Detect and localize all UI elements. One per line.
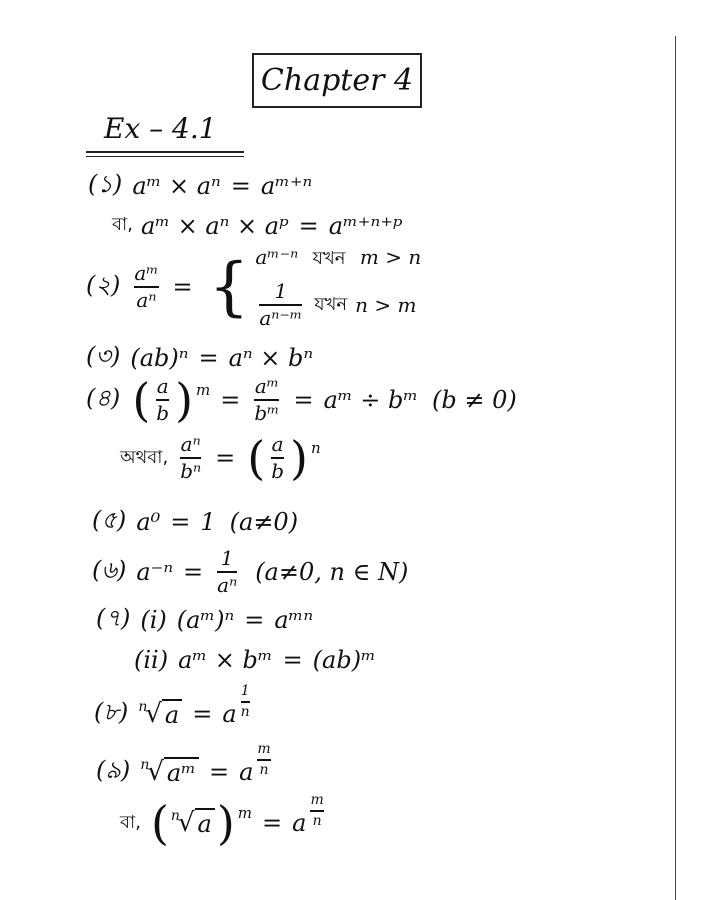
equals-sign: = [183,558,204,586]
rule-6 [92,548,408,596]
rule-number: (৩) [86,342,121,370]
rule-lhs: aᵐ × aⁿ × aᵖ [140,211,289,240]
fraction-denominator: n [312,813,322,829]
rule-3 [86,338,313,378]
fraction-numerator: a [156,374,169,398]
fraction [217,548,237,596]
exercise-underline [86,151,244,157]
fraction-numerator: aᵐ [134,260,159,285]
fraction-denominator: aⁿ⁻ᵐ [259,306,303,330]
rule-number: (৯) [96,756,131,784]
fraction-numerator: 1 [274,279,288,303]
equals-sign: = [208,758,230,786]
chapter-title: Chapter 4 [252,53,422,108]
left-paren: ( [247,431,266,485]
rule-4 [86,373,517,427]
exercise-title: Ex – 4.1 [104,112,217,145]
case-word: যখন [314,293,348,315]
nth-root [138,699,182,729]
equals-sign: = [262,809,283,837]
fraction-numerator: aᵐ [254,374,280,398]
rule-7-ii [134,646,376,674]
rule-lhs: (ab)ⁿ [130,344,189,372]
equals-sign: = [293,386,314,414]
rule-2 [86,244,421,329]
rule-lhs: a⁰ [136,508,161,536]
case-expression: aᵐ⁻ⁿ [255,245,299,269]
right-paren: ) [216,796,235,850]
sub-rule-number: (i) [140,606,167,634]
fraction [156,376,169,424]
sub-rule-number: (ii) [134,646,169,674]
rule-rhs: aⁿ × bⁿ [228,344,314,372]
fraction [134,260,159,312]
rule-number: (৮) [94,698,129,726]
case-2 [255,281,421,329]
fraction-bar [257,759,270,761]
rule-1 [88,166,312,206]
rule-condition: (b ≠ 0) [432,386,517,414]
power-base: a [292,809,307,837]
rule-4b [112,431,321,485]
equals-sign: = [282,646,303,674]
equals-sign: = [230,172,251,200]
exponent: m [237,804,253,822]
fraction [180,434,201,482]
case-condition: m > n [359,245,422,269]
rule-lhs: a⁻ⁿ [136,558,174,586]
rule-lhs: aᵐ × aⁿ [132,172,221,200]
nth-root [140,757,199,787]
left-paren: ( [132,373,151,427]
exponent: m [196,381,211,399]
rule-8 [94,683,254,734]
rule-7 [96,600,313,640]
rule-number: (৫) [92,506,127,534]
radicand: aᵐ [164,757,199,787]
rule-prefix: বা, [112,214,133,235]
rule-9 [96,741,275,792]
rule-condition: (a≠0) [229,508,299,536]
case-1 [255,244,421,275]
margin-line [675,36,676,900]
fraction [259,281,302,329]
rule-rhs: aᵐⁿ [274,606,314,634]
rule-1b [104,210,402,241]
case-condition: n > m [355,293,417,317]
fraction-numerator: m [310,792,324,809]
root-index: n [140,757,150,773]
rule-rhs: aᵐ⁺ⁿ [260,172,313,200]
exponent-fraction [257,742,270,777]
fraction-denominator: b [156,401,170,425]
rule-rhs: aᵐ ÷ bᵐ [323,386,419,414]
rule-9b [112,792,328,850]
equals-sign: = [170,508,191,536]
equals-sign: = [172,272,193,301]
fraction-bar [241,701,250,703]
equals-sign: = [244,606,265,634]
radical-sign: √ [177,808,195,838]
fraction [254,376,279,424]
rule-rhs: 1 [200,508,216,536]
right-paren: ) [175,373,194,427]
exponent: n [310,439,321,457]
fraction-denominator: bⁿ [180,459,202,483]
right-paren: ) [290,431,308,485]
rule-number: (৭) [96,604,131,632]
fraction-numerator: m [257,741,271,758]
rule-number: (২) [86,270,121,299]
fraction-denominator: aⁿ [136,287,157,312]
cases [255,244,421,329]
radicand: a [195,808,215,838]
case-word: যখন [312,248,346,269]
equals-sign: = [198,344,219,372]
fraction-denominator: bᵐ [254,401,280,425]
fraction-denominator: aⁿ [217,573,238,597]
fraction-denominator: b [271,459,285,483]
rule-number: (৪) [86,384,121,412]
fraction-denominator: n [240,704,250,720]
rule-rhs: aᵐ⁺ⁿ⁺ᵖ [328,211,403,240]
fraction-numerator: 1 [220,546,234,570]
exponent-fraction [310,793,323,828]
equals-sign: = [220,386,241,414]
rule-number: (১) [88,170,123,198]
root-index: n [138,699,148,715]
rule-lhs: aᵐ × bᵐ [178,646,273,674]
root-index: n [170,808,180,824]
rule-prefix: বা, [120,811,141,833]
power-base: a [239,758,254,786]
fraction [271,434,284,482]
rule-prefix: অথবা, [120,446,169,468]
rule-rhs: (ab)ᵐ [312,646,376,674]
rule-number: (৬) [92,556,127,584]
nth-root [171,808,215,838]
left-brace: { [208,249,250,324]
radical-sign: √ [147,757,164,787]
left-paren: ( [150,796,169,850]
radical-sign: √ [145,699,162,729]
rule-5 [92,502,298,542]
equals-sign: = [192,700,213,728]
rule-condition: (a≠0, n ∈ N) [255,558,409,586]
radicand: a [162,699,182,729]
fraction-numerator: a [271,432,284,456]
power-base: a [222,700,237,728]
fraction-numerator: 1 [240,683,250,700]
equals-sign: = [298,211,319,240]
fraction-bar [310,810,323,812]
equals-sign: = [215,444,236,472]
rule-lhs: (aᵐ)ⁿ [176,606,235,634]
fraction-denominator: n [259,762,269,778]
fraction-numerator: aⁿ [180,432,201,456]
exponent-fraction [241,684,250,719]
